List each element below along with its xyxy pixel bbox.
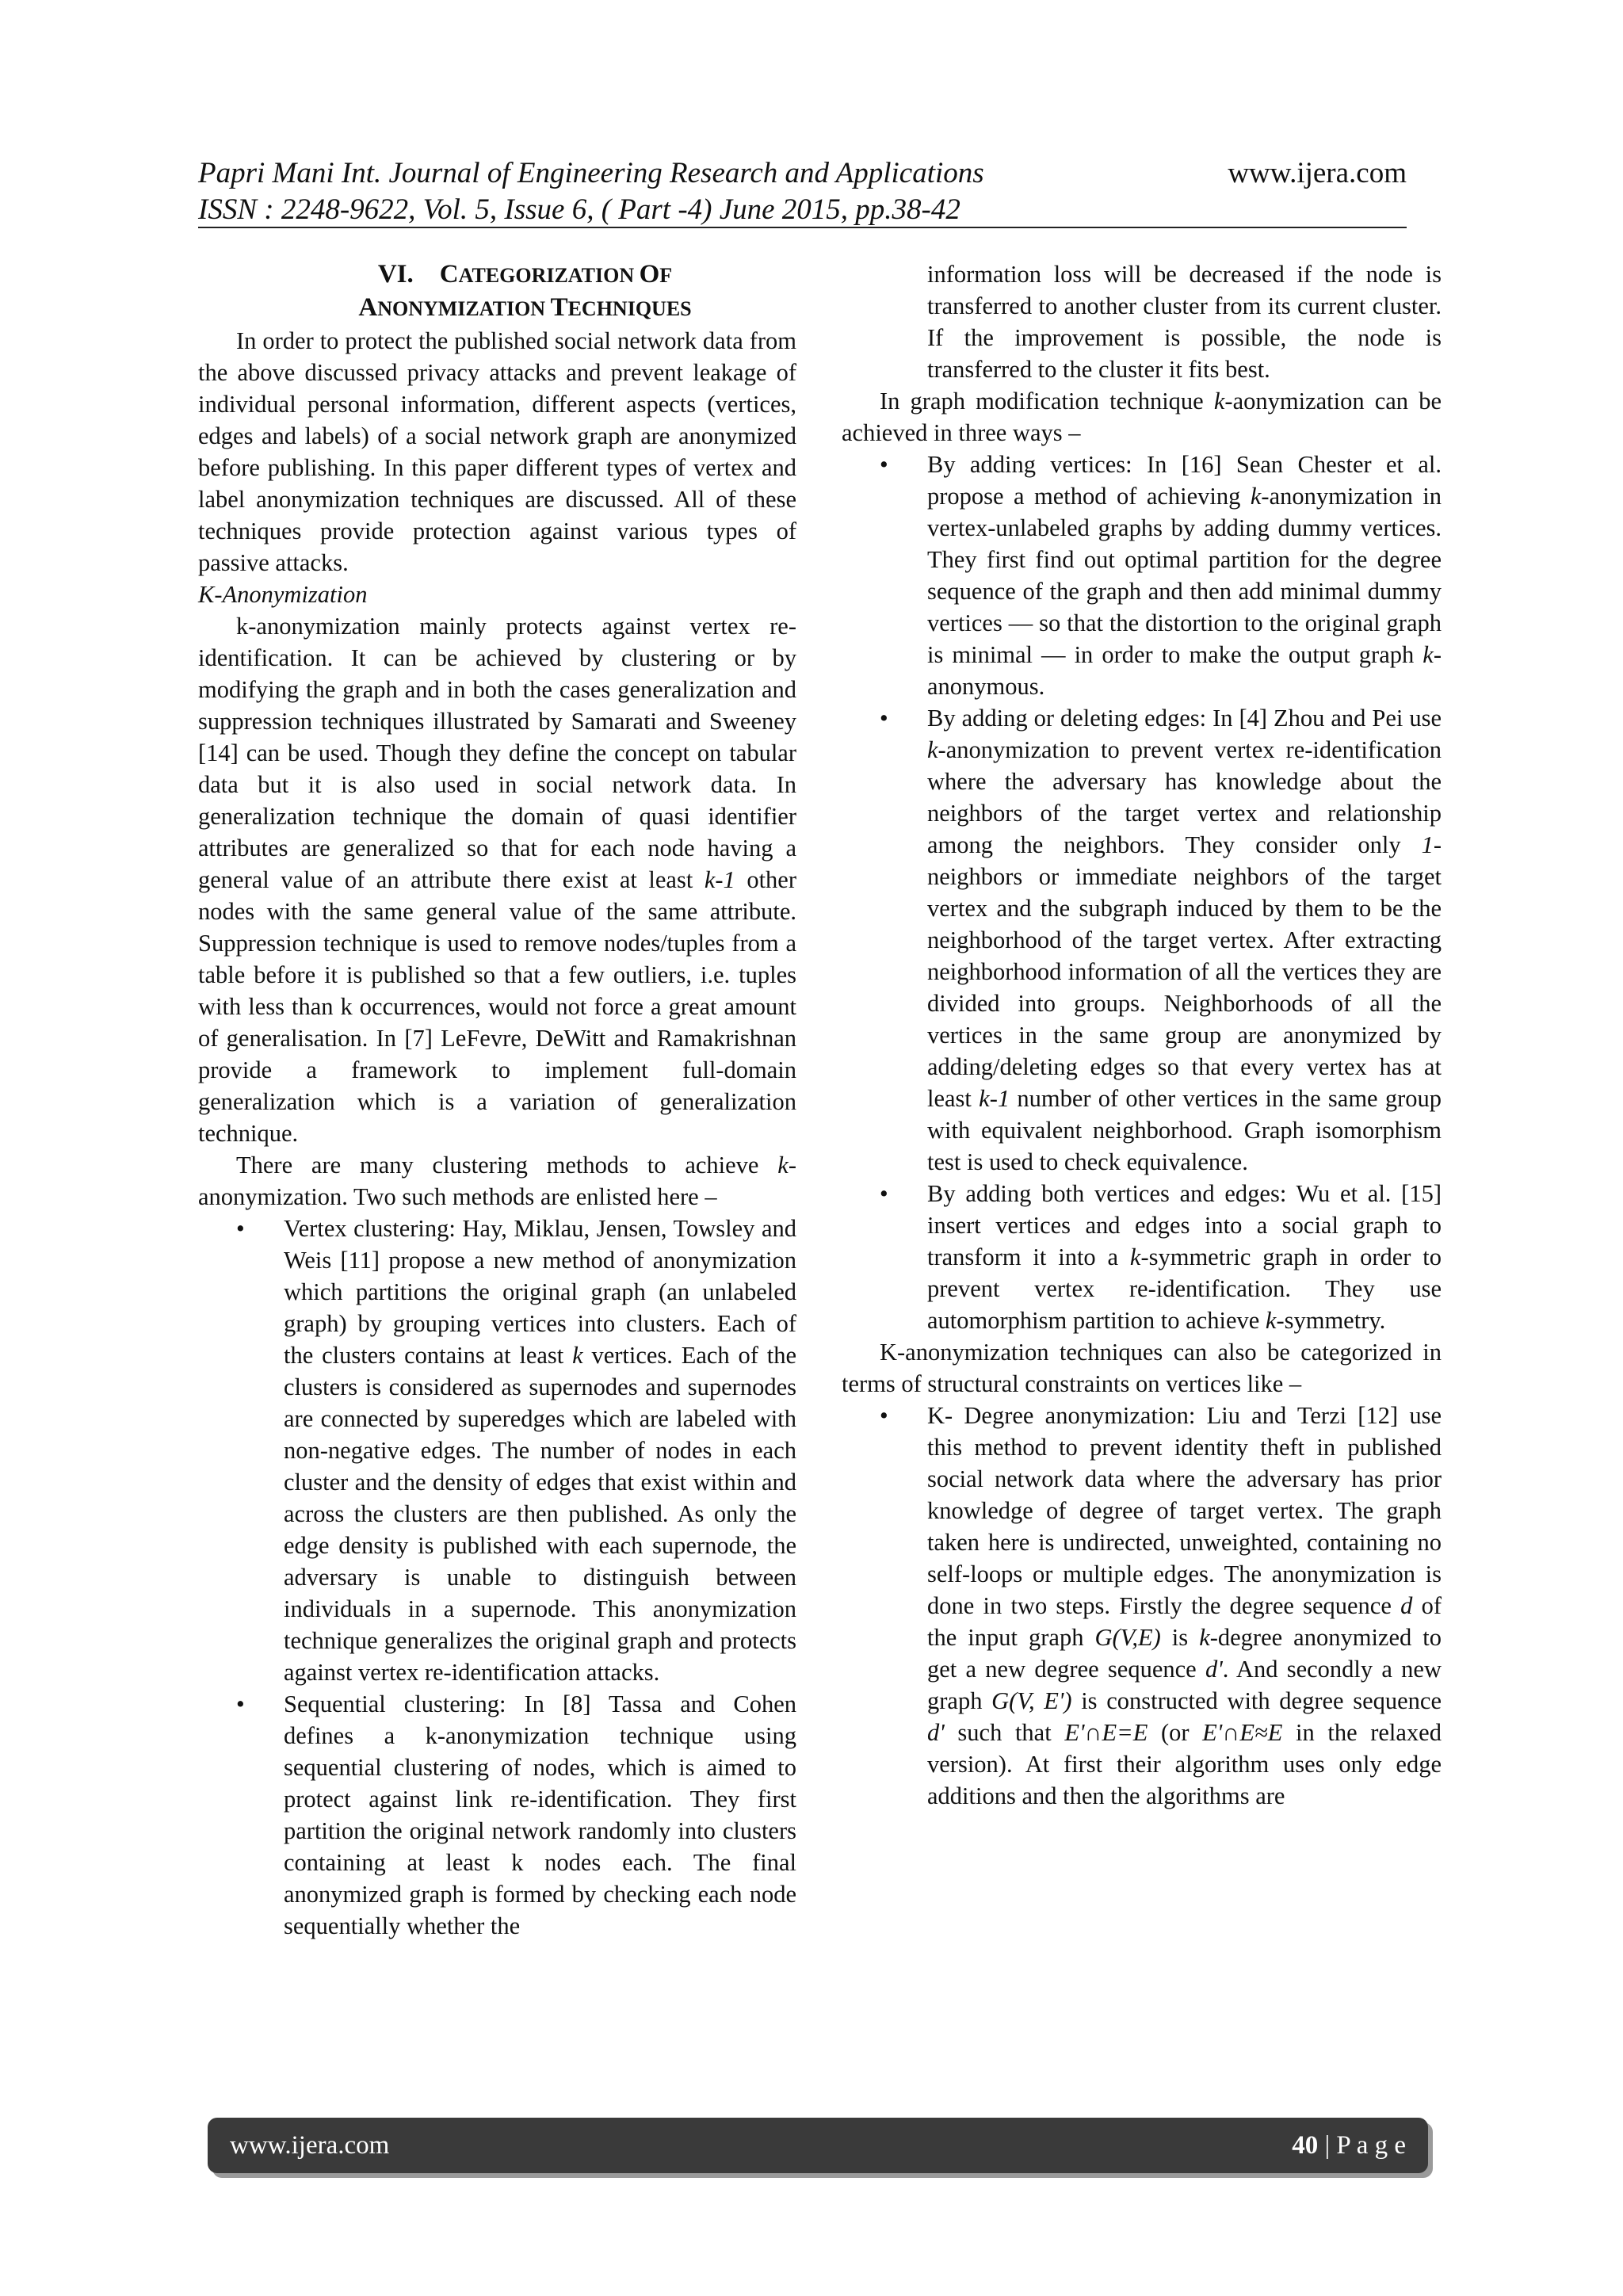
page-footer <box>208 2118 1428 2173</box>
structural-list <box>842 1400 1442 1812</box>
bullet-icon: • <box>236 1215 245 1242</box>
bullet-icon: • <box>880 1180 888 1207</box>
list-continuation: information loss will be decreased if the node is transferred to another cluster from its current cluster. If the improvement is possible, the node is transferred to the cluster it fits best. <box>927 261 1442 383</box>
journal-line: Papri Mani Int. Journal of Engineering Research and Applications <box>198 157 984 189</box>
list-item: • Sequential clustering: In [8] Tassa and Cohen defines a k-anonymization technique using sequential clustering of nodes, which is aimed to protect against link re-identification. They first partition the original network randomly into clusters containing at least k nodes each. The final anonymized graph is formed by checking each node sequentially whether the <box>198 1688 796 1942</box>
list-item: • By adding both vertices and edges: Wu et al. [15] insert vertices and edges into a social graph to transform it into a k-symmetric graph in order to prevent vertex re-identification. They use automorphism partition to achieve k-symmetry. <box>842 1178 1442 1336</box>
bullet-icon: • <box>880 705 888 732</box>
running-header <box>198 155 1407 228</box>
issn-line: ISSN : 2248-9622, Vol. 5, Issue 6, ( Part -4) June 2015, pp.38-42 <box>198 193 960 226</box>
clustering-list <box>198 1213 796 1942</box>
list-item: • By adding or deleting edges: In [4] Zhou and Pei use k-anonymization to prevent vertex re-identification where the adversary has knowledge about the neighbors of the target vertex and relationship among the neighbors. They consider only 1-neighbors or immediate neighbors of the target vertex and the subgraph induced by them to be the neighborhood of the target vertex. After extracting neighborhood information of all the vertices they are divided into groups. Neighborhoods of all the vertices in the same group are anonymized by adding/deleting edges so that every vertex has at least k-1 number of other vertices in the same group with equivalent neighborhood. Graph isomorphism test is used to check equivalence. <box>842 702 1442 1178</box>
journal-site[interactable]: www.ijera.com <box>1228 157 1407 189</box>
section-heading: VI. CATEGORIZATION OF ANONYMIZATION TECHNIQUES <box>358 260 692 322</box>
list-item: • By adding vertices: In [16] Sean Chester et al. propose a method of achieving k-anonymization in vertex-unlabeled graphs by adding dummy vertices. They first find out optimal partition for the degree sequence of the graph and then add minimal dummy vertices — so that the distortion to the original graph is minimal — in order to make the output graph k-anonymous. <box>842 449 1442 702</box>
right-column <box>842 258 1442 1812</box>
clustering-paragraph: There are many clustering methods to achieve k-anonymization. Two such methods are enlisted here – <box>198 1152 796 1210</box>
bullet-icon: • <box>880 1402 888 1429</box>
k-anon-paragraph: k-anonymization mainly protects against vertex re-identification. It can be achieved by clustering or by modifying the graph and in both the cases generalization and suppression techniques illustrated by Samarati and Sweeney [14] can be used. Though they define the concept on tabular data but it is also used in social network data. In generalization technique the domain of quasi identifier attributes are generalized so that for each node having a general value of an attribute there exist at least k-1 other nodes with the same general value of the same attribute. Suppression technique is used to remove nodes/tuples from a table before it is published so that a few outliers, i.e. tuples with less than k occurrences, would not force a great amount of generalisation. In [7] LeFevre, DeWitt and Ramakrishnan provide a framework to implement full-domain generalization which is a variation of generalization technique. <box>198 613 796 1147</box>
header-divider <box>198 227 1407 228</box>
intro-paragraph: In order to protect the published social network data from the above discussed privacy attacks and prevent leakage of individual personal information, different aspects (vertices, edges and labels) of a social network graph are anonymized before publishing. In this paper different types of vertex and label anonymization techniques are discussed. All of these techniques provide protection against various types of passive attacks. <box>198 327 796 576</box>
structural-paragraph: K-anonymization techniques can also be categorized in terms of structural constraints on vertices like – <box>842 1339 1442 1397</box>
graph-mod-list <box>842 449 1442 1336</box>
graph-mod-paragraph: In graph modification technique k-aonymization can be achieved in three ways – <box>842 388 1442 446</box>
page-number: 40 | P a g e <box>1292 2130 1406 2160</box>
list-item: • Vertex clustering: Hay, Miklau, Jensen, Towsley and Weis [11] propose a new method of anonymization which partitions the original graph (an unlabeled graph) by grouping vertices into clusters. Each of the clusters contains at least k vertices. Each of the clusters is considered as supernodes and supernodes are connected by superedges which are labeled with non-negative edges. The number of nodes in each cluster and the density of edges that exist within and across the clusters are then published. As only the edge density is published with each supernode, the adversary is unable to distinguish between individuals in a supernode. This anonymization technique generalizes the original graph and protects against vertex re-identification attacks. <box>198 1213 796 1688</box>
bullet-icon: • <box>880 451 888 478</box>
left-column <box>198 258 796 1942</box>
list-item: • K- Degree anonymization: Liu and Terzi [12] use this method to prevent identity theft in published social network data where the adversary has prior knowledge of degree of target vertex. The graph taken here is undirected, unweighted, containing no self-loops or multiple edges. The anonymization is done in two steps. Firstly the degree sequence d of the input graph G(V,E) is k-degree anonymized to get a new degree sequence d'. And secondly a new graph G(V, E') is constructed with degree sequence d' such that E'∩E=E (or E'∩E≈E in the relaxed version). At first their algorithm uses only edge additions and then the algorithms are <box>842 1400 1442 1812</box>
bullet-icon: • <box>236 1690 245 1717</box>
subsection-heading: K-Anonymization <box>198 581 368 608</box>
footer-site-link[interactable]: www.ijera.com <box>230 2130 390 2160</box>
